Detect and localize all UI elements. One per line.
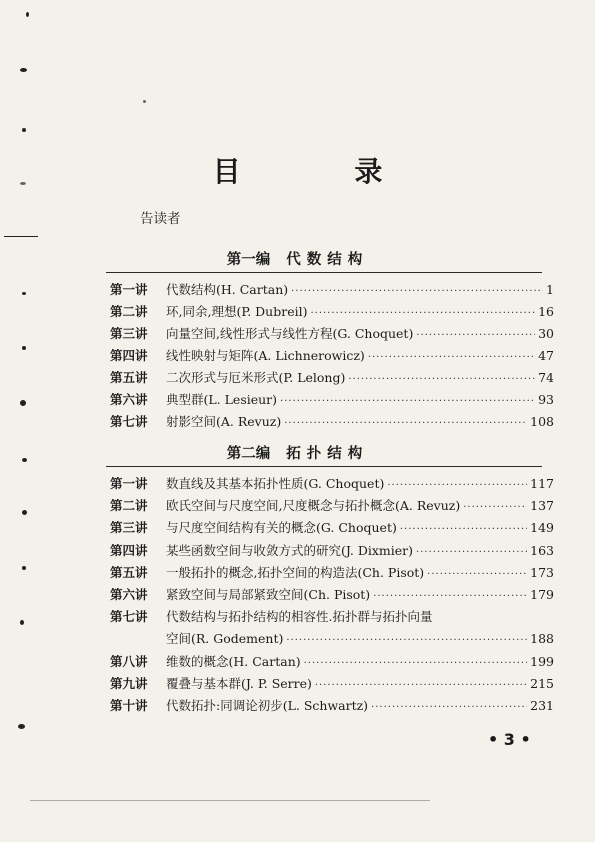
toc-entry[interactable] — [110, 280, 554, 302]
page-ref: 188 — [530, 631, 554, 647]
lecture-number: 第五讲 — [110, 564, 148, 580]
page-ref: 16 — [538, 304, 554, 319]
dot-leader — [416, 330, 535, 341]
lecture-title: 向量空间,线性形式与线性方程(G. Choquet) — [166, 326, 414, 341]
lecture-title-continued: 空间(R. Godement) — [166, 631, 284, 647]
toc-entry[interactable] — [110, 518, 554, 540]
part2-rule — [106, 466, 542, 467]
page-ref: 93 — [538, 392, 554, 407]
page-ref: 215 — [530, 675, 554, 691]
part1-label: 第一编 — [226, 252, 271, 268]
lecture-title: 代数结构(H. Cartan) — [166, 282, 289, 297]
dot-leader — [310, 308, 535, 319]
toc-entry[interactable] — [110, 674, 554, 696]
lecture-title: 数直线及其基本拓扑性质(G. Choquet) — [166, 476, 385, 491]
part2-label: 第二编 — [226, 446, 271, 462]
scan-scratch — [4, 236, 38, 237]
page-title: 目 录 — [212, 155, 435, 188]
lecture-title: 与尺度空间结构有关的概念(G. Choquet) — [166, 520, 397, 536]
page-number: • 3 • — [488, 730, 531, 749]
toc-entry[interactable] — [110, 652, 554, 674]
page-ref: 108 — [530, 414, 554, 429]
dot-leader — [416, 547, 527, 558]
toc-entry[interactable] — [110, 541, 554, 563]
lecture-title: 一般拓扑的概念,拓扑空间的构造法(Ch. Pisot) — [166, 564, 425, 580]
dot-leader — [280, 396, 535, 407]
page-ref: 179 — [530, 587, 554, 602]
lecture-number: 第五讲 — [110, 370, 148, 385]
scan-speck — [22, 566, 26, 570]
lecture-number: 第七讲 — [110, 414, 148, 429]
scan-speck — [143, 100, 146, 103]
dot-leader — [427, 569, 527, 580]
part1-heading — [0, 248, 595, 269]
dot-leader — [286, 635, 527, 646]
dot-leader — [291, 286, 543, 297]
page-ref: 173 — [530, 564, 554, 580]
page-ref: 149 — [530, 520, 554, 536]
page-ref: 1 — [546, 282, 554, 297]
lecture-number: 第六讲 — [110, 392, 148, 407]
part2-name: 拓扑结构 — [286, 446, 369, 462]
toc-entry[interactable] — [110, 585, 554, 607]
scan-speck — [20, 620, 24, 625]
scan-speck — [26, 12, 29, 17]
toc-entry[interactable] — [110, 563, 554, 585]
dot-leader — [400, 524, 527, 535]
lecture-number: 第四讲 — [110, 542, 148, 558]
dot-leader — [371, 702, 527, 713]
toc-entry[interactable] — [110, 412, 554, 434]
toc-entry[interactable] — [110, 390, 554, 412]
dot-leader — [284, 418, 527, 429]
lecture-title: 射影空间(A. Revuz) — [166, 414, 282, 429]
dot-leader — [368, 352, 535, 363]
lecture-title: 维数的概念(H. Cartan) — [166, 653, 301, 669]
toc-entry[interactable] — [110, 368, 554, 390]
lecture-title: 典型群(L. Lesieur) — [166, 392, 278, 407]
toc-entry[interactable] — [110, 346, 554, 368]
lecture-title: 环,同余,理想(P. Dubreil) — [166, 304, 308, 319]
preface-entry[interactable]: 告读者 — [140, 211, 181, 227]
lecture-title: 代数结构与拓扑结构的相容性.拓扑群与拓扑向量 — [166, 609, 433, 625]
part1-rule — [106, 272, 542, 273]
dot-leader — [387, 480, 527, 491]
scan-speck — [22, 346, 26, 350]
lecture-title: 某些函数空间与收敛方式的研究(J. Dixmier) — [166, 542, 414, 558]
lecture-number: 第七讲 — [110, 609, 148, 625]
lecture-number: 第九讲 — [110, 675, 148, 691]
toc-entry[interactable] — [110, 324, 554, 346]
page-ref: 47 — [538, 348, 554, 363]
lecture-number: 第六讲 — [110, 587, 148, 602]
page-ref: 74 — [538, 370, 554, 385]
toc-entry[interactable] — [110, 607, 554, 629]
lecture-title: 覆叠与基本群(J. P. Serre) — [166, 675, 312, 691]
part2-heading — [0, 442, 595, 463]
lecture-number: 第三讲 — [110, 520, 148, 536]
lecture-number: 第一讲 — [110, 282, 148, 297]
dot-leader — [463, 502, 527, 513]
part1-name: 代数结构 — [286, 252, 369, 268]
toc-entry-continuation[interactable] — [110, 629, 554, 651]
scan-speck — [22, 128, 26, 132]
dot-leader — [315, 680, 527, 691]
lecture-number: 第二讲 — [110, 304, 148, 319]
lecture-title: 线性映射与矩阵(A. Lichnerowicz) — [166, 348, 365, 363]
dot-leader — [373, 591, 527, 602]
lecture-title: 欧氏空间与尺度空间,尺度概念与拓扑概念(A. Revuz) — [166, 498, 461, 514]
lecture-number: 第一讲 — [110, 476, 148, 491]
dot-leader — [348, 374, 535, 385]
page-ref: 30 — [538, 326, 554, 341]
scan-speck — [18, 724, 25, 729]
toc-entry[interactable] — [110, 474, 554, 496]
scan-speck — [20, 400, 26, 406]
toc-entry[interactable] — [110, 302, 554, 324]
lecture-number: 第三讲 — [110, 326, 148, 341]
page-ref: 137 — [530, 498, 554, 514]
lecture-title: 二次形式与厄米形式(P. Lelong) — [166, 370, 346, 385]
dot-leader — [304, 658, 528, 669]
scan-scratch — [30, 800, 430, 801]
lecture-number: 第二讲 — [110, 498, 148, 514]
page-ref: 231 — [530, 698, 554, 713]
lecture-number: 第八讲 — [110, 653, 148, 669]
page-ref: 163 — [530, 542, 554, 558]
lecture-title: 代数拓扑:同调论初步(L. Schwartz) — [166, 698, 369, 713]
scan-speck — [22, 510, 27, 515]
lecture-title: 紧致空间与局部紧致空间(Ch. Pisot) — [166, 587, 371, 602]
scan-speck — [22, 292, 26, 295]
scan-speck — [20, 68, 27, 72]
toc-entry[interactable] — [110, 696, 554, 718]
page-ref: 199 — [530, 653, 554, 669]
lecture-number: 第十讲 — [110, 698, 148, 713]
page-ref: 117 — [530, 476, 554, 491]
lecture-number: 第四讲 — [110, 348, 148, 363]
toc-entry[interactable] — [110, 496, 554, 518]
